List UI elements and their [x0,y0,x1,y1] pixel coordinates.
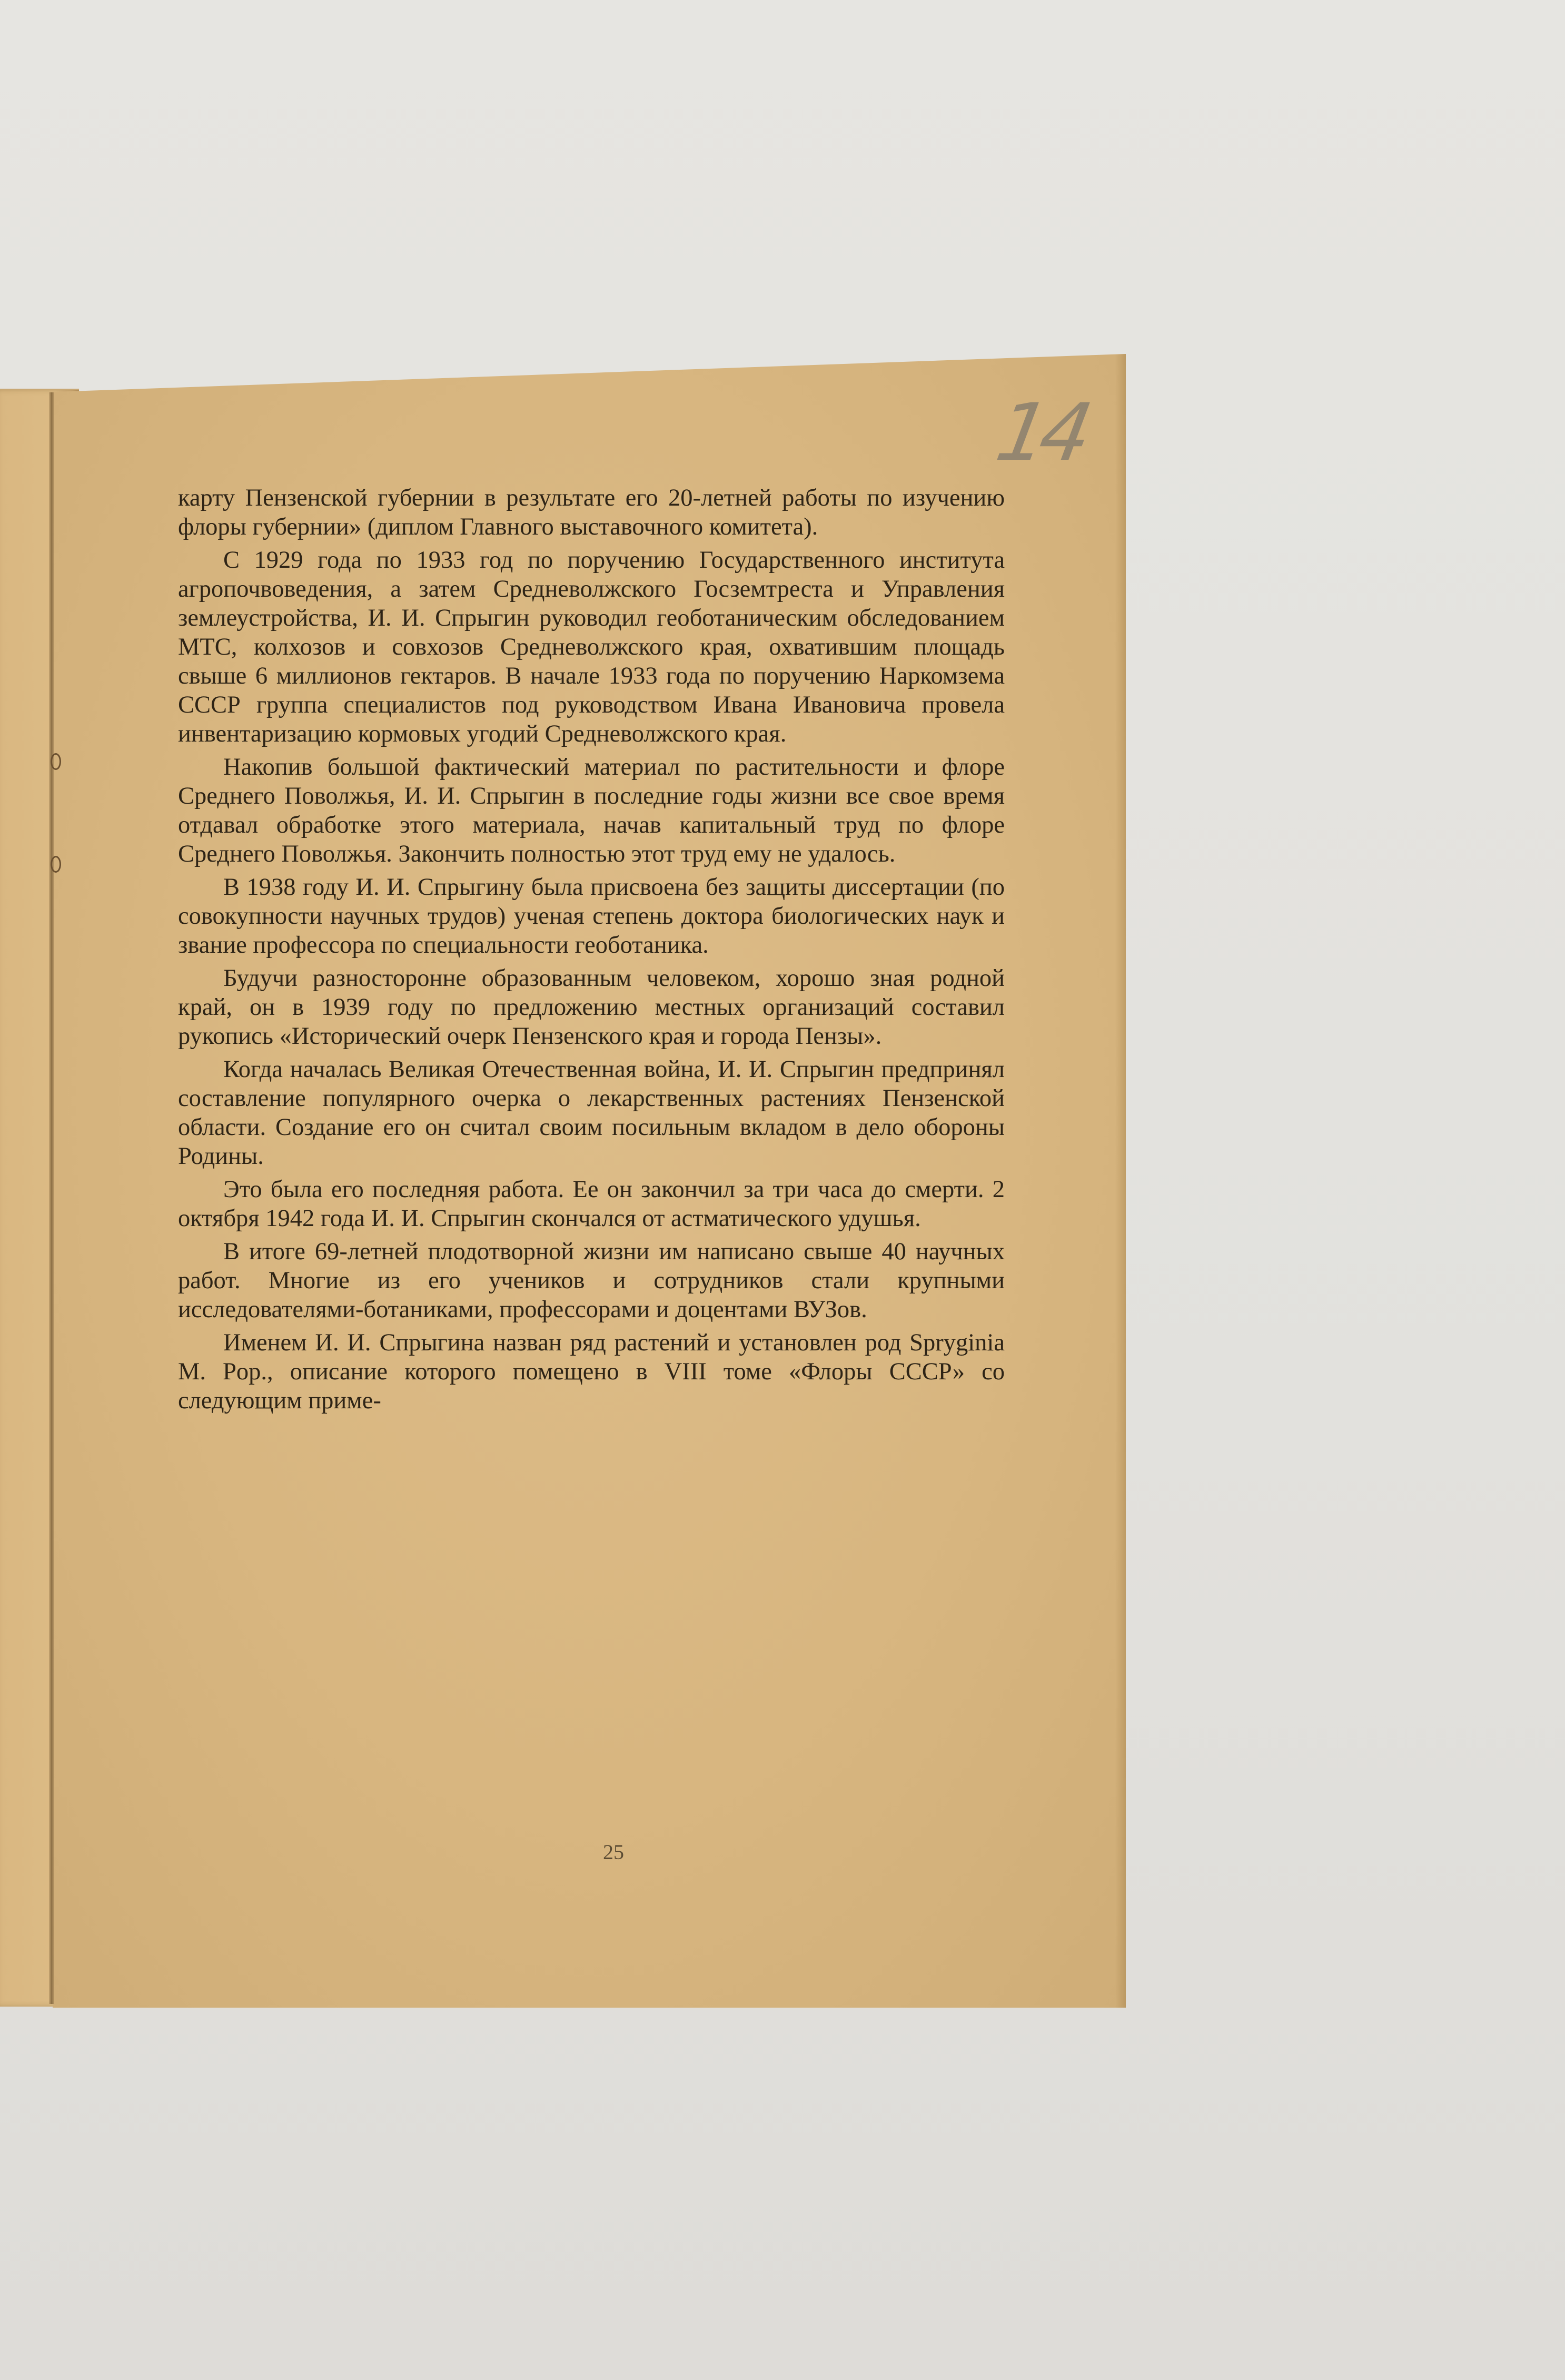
body-text [178,483,1005,1419]
paragraph: Будучи разносторонне образованным человеком, хорошо зная родной край, он в 1939 году по предложению местных организаций составил рукопись «Исторический очерк Пензенского края и города Пензы». [178,965,1005,1050]
binding-stitch [51,753,61,770]
binding-gutter [49,392,54,2004]
paragraph: В 1938 году И. И. Спрыгину была присвоена без защиты диссертации (по совокупности научных трудов) ученая степень доктора биологических наук и звание профессора по специальности геоботаника. [178,874,1005,959]
paragraph: Накопив большой фактический материал по растительности и флоре Среднего Поволжья, И. И. Спрыгин в последние годы жизни все свое время отдавал обработке этого материала, начав капитальный труд по флоре Среднего Поволжья. Закончить полностью этот труд ему не удалось. [178,754,1005,867]
paragraph: карту Пензенской губернии в результате его 20-летней работы по изучению флоры губернии» (диплом Главного выставочного комитета). [178,485,1005,540]
paragraph: Когда началась Великая Отечественная война, И. И. Спрыгин предпринял составление популярного очерка о лекарственных растениях Пензенской области. Создание его он считал своим посильным вкладом в дело обороны Родины. [178,1056,1005,1170]
binding-stitch [51,856,61,873]
paragraph: Именем И. И. Спрыгина назван ряд растений и установлен род Sprуginia M. Pop., описание которого помещено в VIII томе «Флоры СССР» со следующим приме- [178,1329,1005,1414]
paragraph: С 1929 года по 1933 год по поручению Государственного института агропочвоведения, а затем Средневолжского Госземтреста и Управления землеустройства, И. И. Спрыгин руководил геоботаническим обследованием МТС, колхозов и совхозов Средневолжского края, охватившим площадь свыше 6 миллионов гектаров. В начале 1933 года по поручению Наркомзема СССР группа специалистов под руководством Ивана Ивановича провела инвентаризацию кормовых угодий Средневолжского края. [178,547,1005,747]
handwritten-folio-number: 14 [989,387,1092,479]
page-number: 25 [603,1840,624,1864]
paragraph: Это была его последняя работа. Ее он закончил за три часа до смерти. 2 октября 1942 года И. И. Спрыгин скончался от астматического удушья. [178,1176,1005,1232]
paragraph: В итоге 69-летней плодотворной жизни им написано свыше 40 научных работ. Многие из его учеников и сотрудников стали крупными исследователями-ботаниками, профессорами и доцентами ВУЗов. [178,1238,1005,1323]
